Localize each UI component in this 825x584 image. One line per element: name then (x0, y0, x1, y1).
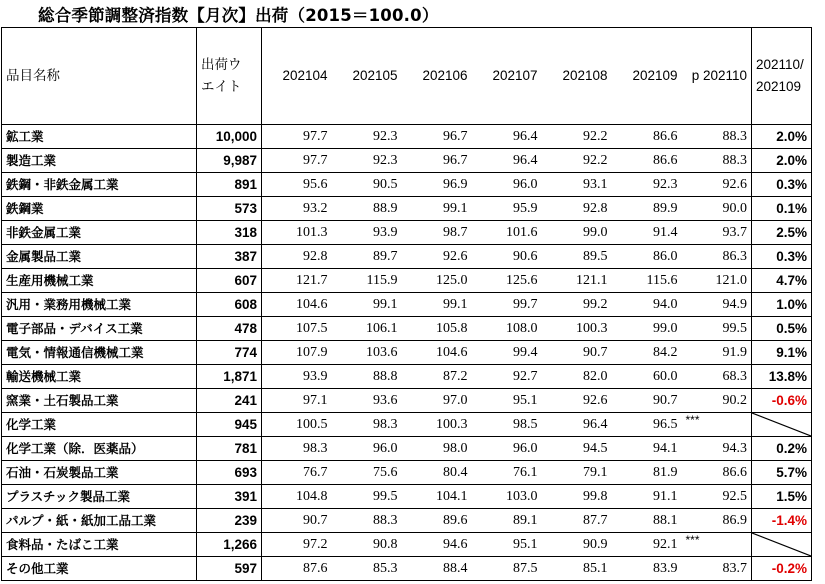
item-name: 電子部品・デバイス工業 (2, 317, 197, 341)
index-value: 99.5 (332, 485, 402, 509)
month-over-month-change: 2.5% (752, 221, 812, 245)
header-month: p 202110 (682, 28, 752, 125)
index-value: 95.9 (472, 197, 542, 221)
missing-value-marker: *** (682, 533, 752, 557)
table-body (2, 125, 812, 581)
index-value: 90.5 (332, 173, 402, 197)
item-weight: 318 (197, 221, 262, 245)
item-weight: 781 (197, 437, 262, 461)
month-over-month-change: -1.4% (752, 509, 812, 533)
index-value: 96.4 (542, 413, 612, 437)
index-value: 99.5 (682, 317, 752, 341)
index-value: 76.7 (262, 461, 332, 485)
item-name: 輸送機械工業 (2, 365, 197, 389)
item-weight: 597 (197, 557, 262, 581)
index-value: 90.6 (472, 245, 542, 269)
index-value: 98.3 (332, 413, 402, 437)
index-value: 79.1 (542, 461, 612, 485)
index-value: 95.1 (472, 389, 542, 413)
index-value: 104.6 (262, 293, 332, 317)
index-value: 83.9 (612, 557, 682, 581)
index-value: 92.6 (682, 173, 752, 197)
index-value: 103.6 (332, 341, 402, 365)
index-value: 97.0 (402, 389, 472, 413)
item-weight: 774 (197, 341, 262, 365)
item-name: 汎用・業務用機械工業 (2, 293, 197, 317)
index-value: 85.1 (542, 557, 612, 581)
index-value: 98.3 (262, 437, 332, 461)
table-row (2, 557, 812, 581)
index-value: 86.6 (612, 125, 682, 149)
index-value: 108.0 (472, 317, 542, 341)
item-weight: 607 (197, 269, 262, 293)
index-value: 104.1 (402, 485, 472, 509)
item-name: 製造工業 (2, 149, 197, 173)
index-value: 86.6 (612, 149, 682, 173)
index-value: 93.7 (682, 221, 752, 245)
index-value: 115.9 (332, 269, 402, 293)
table-row (2, 269, 812, 293)
index-value: 99.1 (332, 293, 402, 317)
index-value: 91.1 (612, 485, 682, 509)
index-value: 90.9 (542, 533, 612, 557)
table-row (2, 365, 812, 389)
index-value: 96.5 (612, 413, 682, 437)
index-value: 92.3 (332, 149, 402, 173)
index-value: 88.8 (332, 365, 402, 389)
index-value: 125.0 (402, 269, 472, 293)
index-value: 121.0 (682, 269, 752, 293)
month-over-month-change: 1.0% (752, 293, 812, 317)
index-value: 90.7 (542, 341, 612, 365)
index-value: 105.8 (402, 317, 472, 341)
table-row (2, 173, 812, 197)
table-row (2, 389, 812, 413)
index-value: 97.7 (262, 149, 332, 173)
index-value: 106.1 (332, 317, 402, 341)
index-value: 99.2 (542, 293, 612, 317)
index-value: 91.9 (682, 341, 752, 365)
index-value: 93.9 (262, 365, 332, 389)
diagonal-slash (752, 533, 811, 556)
item-weight: 1,871 (197, 365, 262, 389)
index-value: 95.1 (472, 533, 542, 557)
header-month: 202106 (402, 28, 472, 125)
index-value: 96.0 (472, 437, 542, 461)
item-name: 鉄鋼・非鉄金属工業 (2, 173, 197, 197)
item-name: パルプ・紙・紙加工品工業 (2, 509, 197, 533)
index-value: 87.6 (262, 557, 332, 581)
item-weight: 478 (197, 317, 262, 341)
table-row (2, 317, 812, 341)
month-over-month-change: 0.1% (752, 197, 812, 221)
index-value: 99.4 (472, 341, 542, 365)
index-value: 80.4 (402, 461, 472, 485)
index-value: 96.7 (402, 149, 472, 173)
index-value: 98.7 (402, 221, 472, 245)
item-name: 食料品・たばこ工業 (2, 533, 197, 557)
item-name: 生産用機械工業 (2, 269, 197, 293)
index-value: 88.4 (402, 557, 472, 581)
index-value: 86.3 (682, 245, 752, 269)
index-value: 88.3 (682, 125, 752, 149)
month-over-month-change: 0.2% (752, 437, 812, 461)
header-row (2, 28, 812, 125)
index-value: 75.6 (332, 461, 402, 485)
index-value: 94.5 (542, 437, 612, 461)
index-value: 76.1 (472, 461, 542, 485)
item-weight: 9,987 (197, 149, 262, 173)
header-change (752, 28, 812, 125)
index-value: 88.3 (332, 509, 402, 533)
index-table (1, 27, 812, 581)
index-value: 87.5 (472, 557, 542, 581)
index-value: 89.5 (542, 245, 612, 269)
index-value: 85.3 (332, 557, 402, 581)
table-row (2, 149, 812, 173)
month-over-month-change: 9.1% (752, 341, 812, 365)
index-value: 90.7 (262, 509, 332, 533)
index-value: 90.8 (332, 533, 402, 557)
item-weight: 608 (197, 293, 262, 317)
index-value: 103.0 (472, 485, 542, 509)
table-row (2, 245, 812, 269)
index-value: 89.1 (472, 509, 542, 533)
table-row (2, 221, 812, 245)
index-value: 94.0 (612, 293, 682, 317)
month-over-month-change: 0.3% (752, 173, 812, 197)
table-row (2, 197, 812, 221)
index-value: 121.7 (262, 269, 332, 293)
table-row (2, 293, 812, 317)
index-value: 104.6 (402, 341, 472, 365)
header-month: 202109 (612, 28, 682, 125)
index-value: 92.8 (262, 245, 332, 269)
index-value: 101.6 (472, 221, 542, 245)
table-row (2, 509, 812, 533)
index-value: 99.1 (402, 293, 472, 317)
item-weight: 387 (197, 245, 262, 269)
item-weight: 391 (197, 485, 262, 509)
index-value: 96.0 (472, 173, 542, 197)
item-name: 鉱工業 (2, 125, 197, 149)
index-value: 88.3 (682, 149, 752, 173)
index-value: 87.7 (542, 509, 612, 533)
index-value: 92.1 (612, 533, 682, 557)
item-weight: 10,000 (197, 125, 262, 149)
index-value: 115.6 (612, 269, 682, 293)
item-weight: 573 (197, 197, 262, 221)
index-value: 88.1 (612, 509, 682, 533)
index-value: 94.9 (682, 293, 752, 317)
index-value: 92.6 (542, 389, 612, 413)
index-value: 68.3 (682, 365, 752, 389)
index-value: 93.6 (332, 389, 402, 413)
index-value: 99.7 (472, 293, 542, 317)
index-value: 92.3 (612, 173, 682, 197)
index-value: 99.0 (612, 317, 682, 341)
index-value: 86.6 (682, 461, 752, 485)
index-value: 92.6 (402, 245, 472, 269)
item-weight: 241 (197, 389, 262, 413)
month-over-month-change: -0.6% (752, 389, 812, 413)
index-value: 96.0 (332, 437, 402, 461)
index-value: 92.8 (542, 197, 612, 221)
item-weight: 891 (197, 173, 262, 197)
index-value: 94.6 (402, 533, 472, 557)
index-value: 88.9 (332, 197, 402, 221)
header-month: 202105 (332, 28, 402, 125)
table-row (2, 125, 812, 149)
table-row (2, 533, 812, 557)
index-value: 92.2 (542, 125, 612, 149)
page-title: 総合季節調整済指数【月次】出荷（2015＝100.0） (38, 6, 439, 25)
table-row (2, 461, 812, 485)
index-value: 83.7 (682, 557, 752, 581)
index-value: 95.6 (262, 173, 332, 197)
index-value: 97.2 (262, 533, 332, 557)
index-value: 87.2 (402, 365, 472, 389)
index-value: 92.7 (472, 365, 542, 389)
header-weight-label: 出荷ウ エイト (201, 57, 242, 94)
item-weight: 693 (197, 461, 262, 485)
index-value: 98.5 (472, 413, 542, 437)
month-over-month-change: 1.5% (752, 485, 812, 509)
index-value: 93.2 (262, 197, 332, 221)
change-not-available (752, 413, 812, 437)
missing-value-marker: *** (682, 413, 752, 437)
item-name: 窯業・土石製品工業 (2, 389, 197, 413)
index-value: 89.7 (332, 245, 402, 269)
header-month: 202104 (262, 28, 332, 125)
item-name: プラスチック製品工業 (2, 485, 197, 509)
table-row (2, 485, 812, 509)
item-name: 化学工業（除．医薬品） (2, 437, 197, 461)
item-name: 石油・石炭製品工業 (2, 461, 197, 485)
item-name: 電気・情報通信機械工業 (2, 341, 197, 365)
index-value: 81.9 (612, 461, 682, 485)
index-value: 90.7 (612, 389, 682, 413)
index-value: 86.9 (682, 509, 752, 533)
month-over-month-change: 13.8% (752, 365, 812, 389)
item-name: 非鉄金属工業 (2, 221, 197, 245)
index-value: 99.8 (542, 485, 612, 509)
index-value: 99.0 (542, 221, 612, 245)
diagonal-slash (752, 413, 811, 436)
index-value: 99.1 (402, 197, 472, 221)
table-row (2, 437, 812, 461)
header-weight (197, 28, 262, 125)
item-weight: 1,266 (197, 533, 262, 557)
index-value: 84.2 (612, 341, 682, 365)
index-value: 100.3 (402, 413, 472, 437)
change-not-available (752, 533, 812, 557)
index-value: 125.6 (472, 269, 542, 293)
index-value: 96.4 (472, 149, 542, 173)
index-value: 98.0 (402, 437, 472, 461)
index-value: 97.1 (262, 389, 332, 413)
month-over-month-change: 0.5% (752, 317, 812, 341)
item-name: その他工業 (2, 557, 197, 581)
index-value: 107.9 (262, 341, 332, 365)
index-value: 107.5 (262, 317, 332, 341)
index-value: 92.3 (332, 125, 402, 149)
month-over-month-change: 4.7% (752, 269, 812, 293)
index-value: 91.4 (612, 221, 682, 245)
item-weight: 239 (197, 509, 262, 533)
item-name: 化学工業 (2, 413, 197, 437)
header-name: 品目名称 (2, 28, 197, 125)
index-value: 94.3 (682, 437, 752, 461)
month-over-month-change: 0.3% (752, 245, 812, 269)
index-value: 100.5 (262, 413, 332, 437)
index-value: 92.5 (682, 485, 752, 509)
index-value: 97.7 (262, 125, 332, 149)
index-value: 89.9 (612, 197, 682, 221)
index-value: 104.8 (262, 485, 332, 509)
index-value: 90.0 (682, 197, 752, 221)
header-month: 202107 (472, 28, 542, 125)
item-name: 鉄鋼業 (2, 197, 197, 221)
index-value: 93.9 (332, 221, 402, 245)
index-value: 100.3 (542, 317, 612, 341)
index-value: 92.2 (542, 149, 612, 173)
index-value: 96.4 (472, 125, 542, 149)
index-value: 82.0 (542, 365, 612, 389)
item-name: 金属製品工業 (2, 245, 197, 269)
month-over-month-change: 2.0% (752, 125, 812, 149)
index-value: 96.9 (402, 173, 472, 197)
month-over-month-change: 5.7% (752, 461, 812, 485)
month-over-month-change: -0.2% (752, 557, 812, 581)
index-value: 90.2 (682, 389, 752, 413)
index-value: 60.0 (612, 365, 682, 389)
index-value: 93.1 (542, 173, 612, 197)
index-value: 101.3 (262, 221, 332, 245)
index-value: 94.1 (612, 437, 682, 461)
month-over-month-change: 2.0% (752, 149, 812, 173)
index-value: 89.6 (402, 509, 472, 533)
index-value: 121.1 (542, 269, 612, 293)
item-weight: 945 (197, 413, 262, 437)
index-value: 86.0 (612, 245, 682, 269)
index-value: 96.7 (402, 125, 472, 149)
table-row (2, 413, 812, 437)
table-row (2, 341, 812, 365)
header-change-label: 202110/ 202109 (756, 57, 804, 94)
header-month: 202108 (542, 28, 612, 125)
